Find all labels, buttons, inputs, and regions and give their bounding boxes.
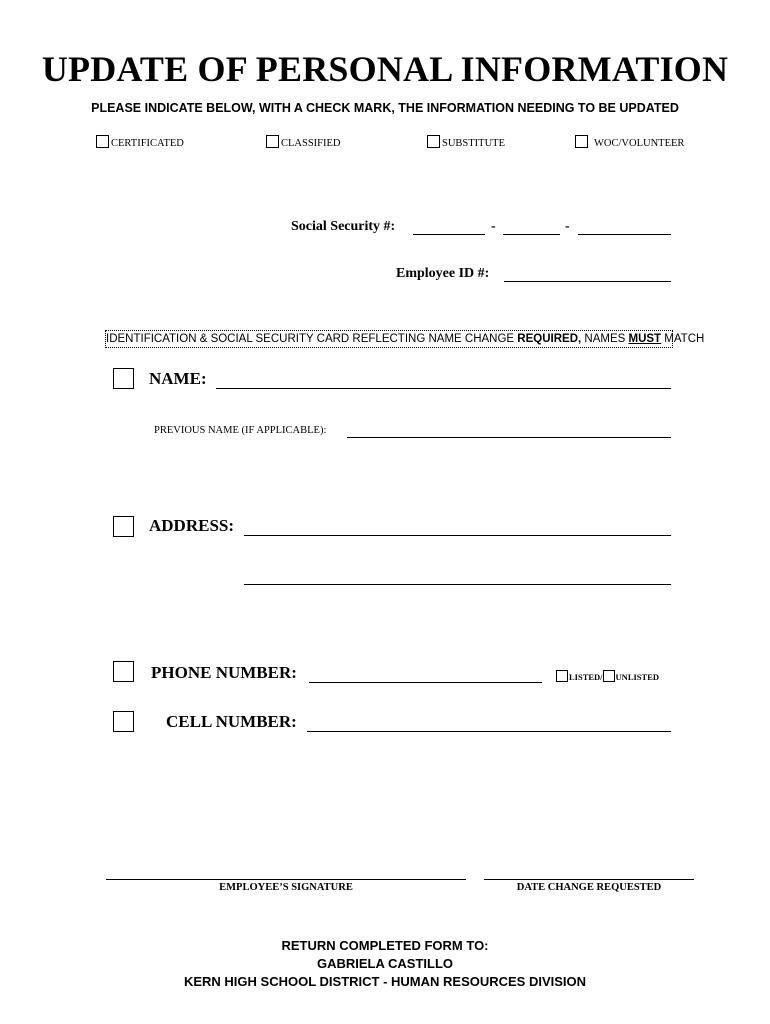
date-requested-field[interactable] <box>484 879 694 880</box>
ssn-field-part2[interactable] <box>503 234 560 235</box>
ssn-separator-1: - <box>491 219 496 234</box>
form-title: UPDATE OF PERSONAL INFORMATION <box>41 49 729 89</box>
category-classified[interactable] <box>266 135 341 149</box>
footer-return-to: RETURN COMPLETED FORM TO: <box>281 938 489 953</box>
listed-checkbox[interactable] <box>556 670 568 682</box>
name-checkbox[interactable] <box>113 368 134 389</box>
address-label: ADDRESS: <box>149 516 235 535</box>
category-woc-volunteer[interactable] <box>575 135 684 149</box>
woc-volunteer-label: WOC/VOLUNTEER <box>594 138 685 149</box>
category-substitute[interactable] <box>427 135 505 149</box>
cell-field[interactable] <box>307 731 671 732</box>
name-label: NAME: <box>149 369 207 388</box>
ssn-field-part3[interactable] <box>578 234 671 235</box>
ssn-field-part1[interactable] <box>413 234 485 235</box>
name-change-notice: IDENTIFICATION & SOCIAL SECURITY CARD REFLECTING NAME CHANGE REQUIRED, NAMES MUST MATCH <box>105 330 673 348</box>
certificated-label: CERTIFICATED <box>111 138 184 149</box>
employee-signature-field[interactable] <box>106 879 466 880</box>
employee-id-field[interactable] <box>504 281 671 282</box>
unlisted-checkbox[interactable] <box>603 670 615 682</box>
cell-label: CELL NUMBER: <box>166 712 297 731</box>
woc-volunteer-checkbox[interactable] <box>575 135 588 148</box>
certificated-checkbox[interactable] <box>96 135 109 148</box>
employee-signature-label: EMPLOYEE’S SIGNATURE <box>219 882 353 893</box>
phone-listing-options <box>556 670 659 682</box>
unlisted-label: UNLISTED <box>615 672 660 682</box>
classified-checkbox[interactable] <box>266 135 279 148</box>
phone-field[interactable] <box>309 682 542 683</box>
classified-label: CLASSIFIED <box>281 138 341 149</box>
previous-name-label: PREVIOUS NAME (IF APPLICABLE): <box>154 425 327 436</box>
address-field-line2[interactable] <box>244 584 671 585</box>
name-field[interactable] <box>216 388 671 389</box>
substitute-checkbox[interactable] <box>427 135 440 148</box>
employee-id-label: Employee ID #: <box>396 266 490 281</box>
footer-division: KERN HIGH SCHOOL DISTRICT - HUMAN RESOURCES DIVISION <box>183 974 587 989</box>
address-field-line1[interactable] <box>244 535 671 536</box>
listed-label: LISTED/ <box>569 672 603 682</box>
address-checkbox[interactable] <box>113 516 134 537</box>
form-instructions: PLEASE INDICATE BELOW, WITH A CHECK MARK, THE INFORMATION NEEDING TO BE UPDATED <box>91 101 679 115</box>
category-certificated[interactable] <box>96 135 184 149</box>
footer-contact-name: GABRIELA CASTILLO <box>316 956 453 971</box>
ssn-label: Social Security #: <box>291 219 396 234</box>
date-requested-label: DATE CHANGE REQUESTED <box>516 882 662 893</box>
phone-label: PHONE NUMBER: <box>151 663 297 682</box>
cell-checkbox[interactable] <box>113 711 134 732</box>
substitute-label: SUBSTITUTE <box>442 138 505 149</box>
ssn-separator-2: - <box>565 219 570 234</box>
previous-name-field[interactable] <box>347 437 671 438</box>
phone-checkbox[interactable] <box>113 661 134 682</box>
